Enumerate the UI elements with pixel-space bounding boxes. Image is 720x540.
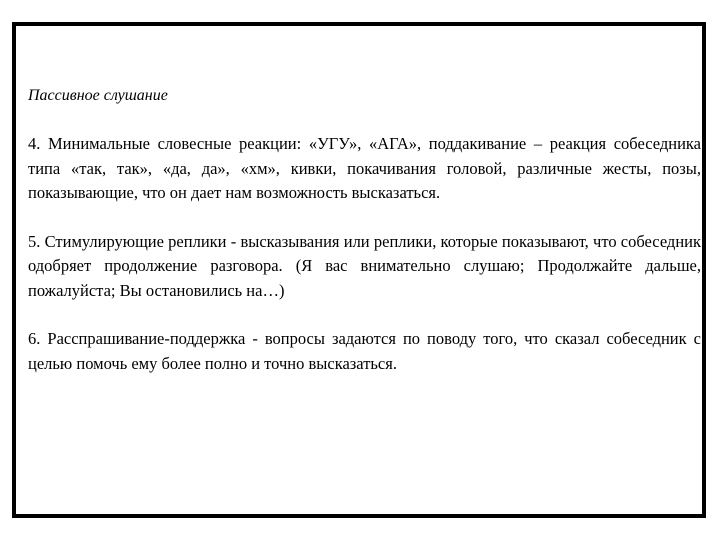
paragraph-supportive-questioning: 6. Расспрашивание-поддержка - вопросы задаются по поводу того, что сказал собеседник с целью помочь ему более полно и точно высказаться. (28, 329, 701, 373)
paragraph-stimulating-remarks: 5. Стимулирующие реплики - высказывания или реплики, которые показывают, что собеседник одобряет продолжение разговора. (Я вас внимательно слушаю; Продолжайте дальше, пожалуйста; Вы остановились на…) (28, 231, 701, 300)
paragraph-minimal-reactions: 4. Минимальные словесные реакции: «УГУ», «АГА», поддакивание – реакция собеседника типа «так, так», «да, да», «хм», кивки, покачивания головой, различные жесты, позы, показывающие, что он дает нам возможность высказаться. (28, 134, 701, 202)
slide-frame (12, 22, 706, 518)
slide-content (28, 84, 701, 400)
slide-subtitle: Пассивное слушание (28, 87, 168, 104)
